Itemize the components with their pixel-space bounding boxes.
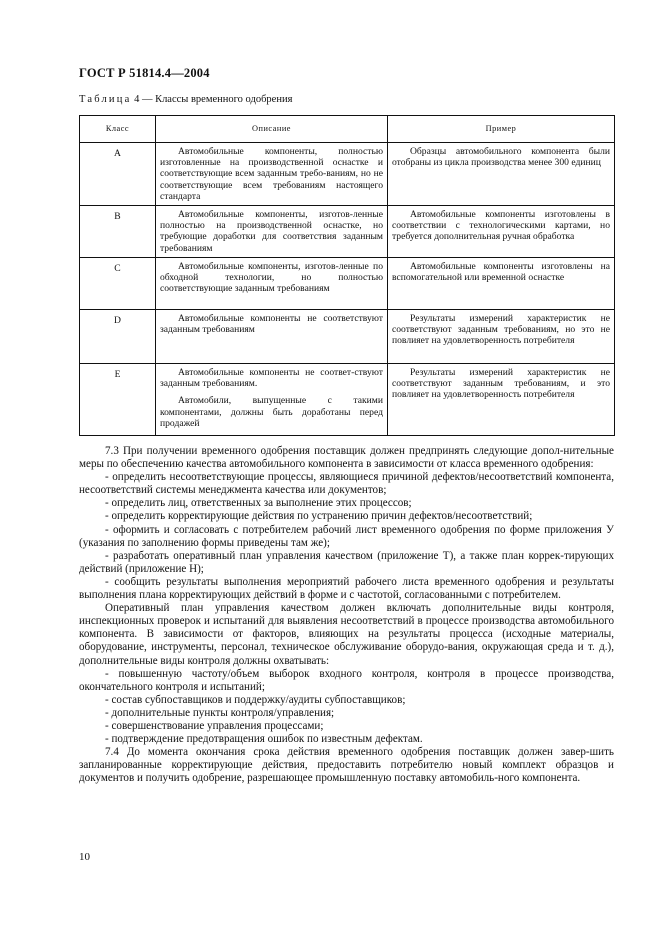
example-cell (388, 206, 615, 258)
example-text: Автомобильные компоненты изготовлены в соответствии с технологическими картами, но требуется дополнительная ручная обработка (392, 209, 610, 243)
class-cell: D (80, 310, 156, 364)
table-caption-label: Таблица (79, 94, 132, 105)
description-text: Автомобильные компоненты не соответствуют заданным требованиям (160, 313, 383, 336)
paragraph: 7.3 При получении временного одобрения поставщик должен предпринять следующие допол-нительные меры по обеспечению качества автомобильного компонента в зависимости от класса временного одобрения: (79, 445, 614, 471)
class-cell: A (80, 143, 156, 206)
column-header-class: Класс (80, 116, 156, 143)
description-cell (156, 143, 388, 206)
table-caption (79, 94, 292, 105)
list-item: - состав субпоставщиков и поддержку/аудиты субпоставщиков; (105, 693, 406, 706)
body-text (79, 445, 614, 785)
example-cell (388, 143, 615, 206)
paragraph: 7.4 До момента окончания срока действия временного одобрения поставщик должен завер-шить запланированные корректирующие действия, предоставить потребителю новый комплект образцов и документов и получить одобрение, разрешающее промышленную поставку автомобиль-ного компонента. (79, 746, 614, 785)
description-text: Автомобильные компоненты не соответ-ствуют заданным требованиям. (160, 367, 383, 390)
description-text: Автомобили, выпущенные с такими компонентами, должны быть доработаны перед продажей (160, 395, 383, 429)
list-item: - дополнительные пункты контроля/управления; (105, 706, 335, 719)
list-item: - подтверждение предотвращения ошибок по известным дефектам. (105, 733, 423, 746)
table-caption-number: 4 (134, 94, 140, 105)
document-header: ГОСТ Р 51814.4—2004 (79, 66, 210, 80)
list-item: - оформить и согласовать с потребителем рабочий лист временного одобрения по форме приложения У (указания по заполнению формы приведены там же); (79, 523, 614, 549)
example-text: Результаты измерений характеристик не соответствуют заданным требованиям, и это повлияет на удовлетворенность потребителя (392, 367, 610, 401)
class-cell: B (80, 206, 156, 258)
table-header-row (80, 116, 615, 143)
table-row (80, 206, 615, 258)
description-text: Автомобильные компоненты, изготов-ленные по обходной технологии, но полностью соответствующие заданным требованиям (160, 261, 383, 295)
example-cell (388, 364, 615, 436)
page-number: 10 (79, 851, 90, 863)
description-text: Автомобильные компоненты, полностью изготовленные на производственной оснастке и соответствующие всем заданным требо-ваниям, но не соответствующие всем требованиям настоящего стандарта (160, 146, 383, 202)
example-text: Результаты измерений характеристик не соответствуют заданным требованиям, но это не повлияет на удовлетворенность потребителя (392, 313, 610, 347)
column-header-description: Описание (156, 116, 388, 143)
description-text: Автомобильные компоненты, изготов-ленные полностью на производственной оснастке, но требующие доработки для соответствия заданным требованиям (160, 209, 383, 254)
table-row (80, 258, 615, 310)
table-row (80, 364, 615, 436)
example-cell (388, 258, 615, 310)
table-caption-title: — Классы временного одобрения (139, 94, 293, 105)
example-cell (388, 310, 615, 364)
list-item: - определить лиц, ответственных за выполнение этих процессов; (105, 497, 412, 510)
example-text: Образцы автомобильного компонента были отобраны из цикла производства менее 300 единиц (392, 146, 610, 169)
list-item: - разработать оперативный план управления качеством (приложение Т), а также план коррек-тирующих действий (приложение Н); (79, 549, 614, 575)
classes-table (79, 115, 615, 436)
description-cell (156, 206, 388, 258)
description-cell (156, 364, 388, 436)
class-cell: C (80, 258, 156, 310)
list-item: - определить корректирующие действия по устранению причин дефектов/несоответствий; (105, 510, 533, 523)
column-header-example: Пример (388, 116, 615, 143)
description-cell (156, 258, 388, 310)
paragraph: Оперативный план управления качеством должен включать дополнительные виды контроля, инспекционных проверок и испытаний для выявления несоответствий в процессе производства автомобильного компонента. В зависимости от факторов, влияющих на результаты процесса (исходные материалы, оборудование, инструменты, персонал, техническое обслуживание оборудо-вания, окружающая среда и т. д.), дополнительные виды контроля должны охватывать: (79, 602, 614, 667)
table-row (80, 143, 615, 206)
list-item: - повышенную частоту/объем выборок входного контроля, контроля в процессе производства, окончательного контроля и испытаний; (79, 667, 614, 693)
list-item: - определить несоответствующие процессы, являющиеся причиной дефектов/несоответствий компонента, несоответствий системы менеджмента качества или документов; (79, 471, 614, 497)
example-text: Автомобильные компоненты изготовлены на вспомогательной или временной оснастке (392, 261, 610, 284)
table-row (80, 310, 615, 364)
list-item: - совершенствование управления процессами; (105, 719, 324, 732)
class-cell: E (80, 364, 156, 436)
description-cell (156, 310, 388, 364)
list-item: - сообщить результаты выполнения мероприятий рабочего листа временного одобрения и результаты выполнения плана корректирующих действий в форме и с частотой, согласованными с потребителем. (79, 575, 614, 602)
